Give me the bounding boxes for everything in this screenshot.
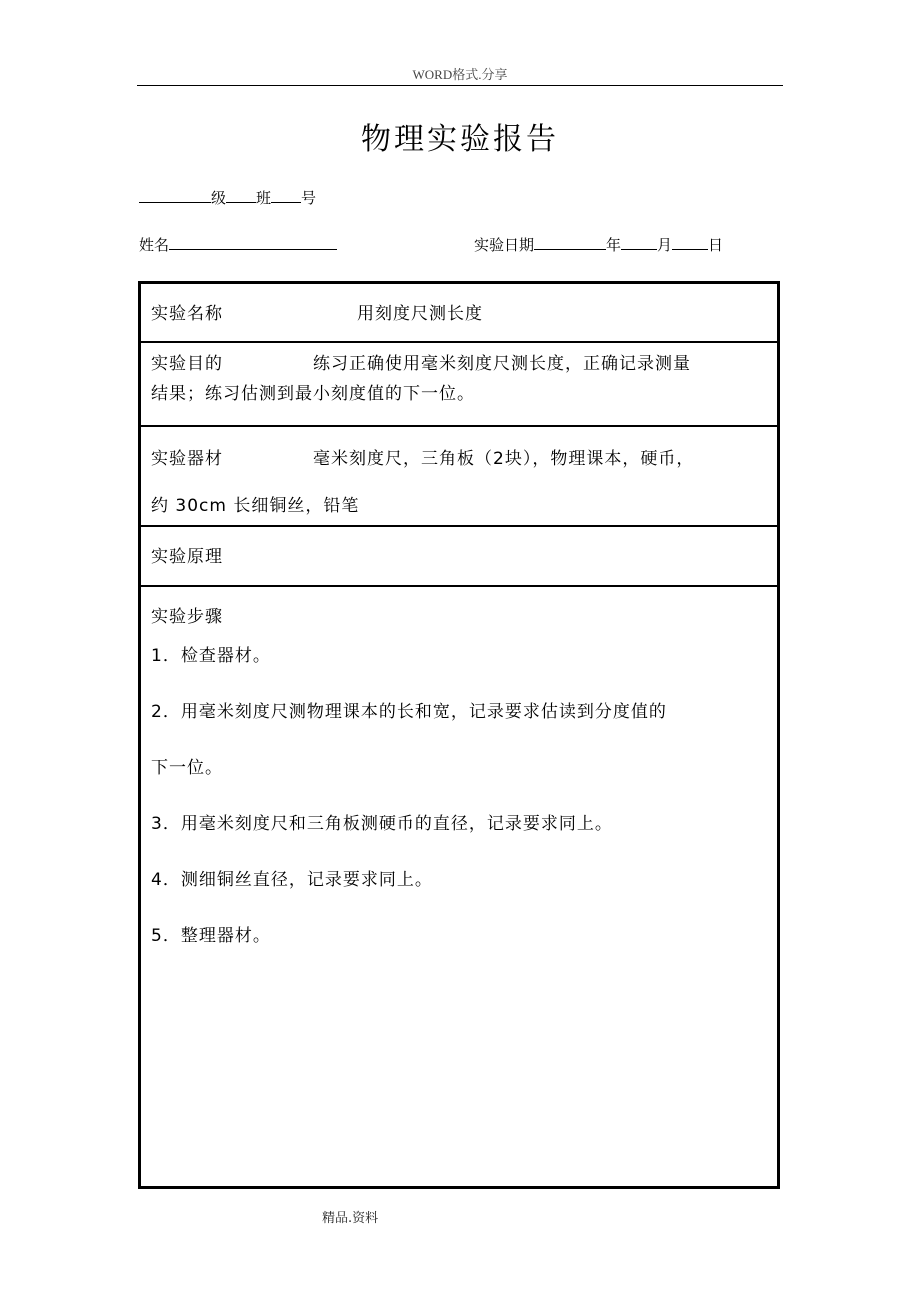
step-5: 5．整理器材。 bbox=[151, 926, 271, 946]
class-line bbox=[139, 187, 316, 208]
experiment-name-value: 用刻度尺测长度 bbox=[357, 304, 483, 324]
row-divider bbox=[141, 585, 777, 587]
report-table bbox=[138, 281, 780, 1189]
grade-blank[interactable] bbox=[139, 188, 211, 203]
equipment-line-2: 约 30cm 长细铜丝，铅笔 bbox=[151, 496, 360, 516]
row-divider bbox=[141, 341, 777, 343]
experiment-name-label: 实验名称 bbox=[151, 304, 223, 324]
equipment-line-1: 毫米刻度尺，三角板（2块），物理课本，硬币， bbox=[313, 449, 695, 469]
year-blank[interactable] bbox=[534, 235, 606, 250]
step-4: 4．测细铜丝直径，记录要求同上。 bbox=[151, 870, 433, 890]
date-label: 实验日期 bbox=[474, 236, 535, 254]
row-divider bbox=[141, 425, 777, 427]
purpose-line-1: 练习正确使用毫米刻度尺测长度，正确记录测量 bbox=[313, 354, 691, 374]
class-blank[interactable] bbox=[226, 188, 256, 203]
day-label: 日 bbox=[708, 236, 724, 254]
name-label: 姓名 bbox=[139, 236, 170, 254]
name-line bbox=[139, 234, 337, 255]
principle-label: 实验原理 bbox=[151, 547, 223, 567]
page-header: WORD格式.分享 bbox=[412, 67, 508, 82]
steps-label: 实验步骤 bbox=[151, 607, 223, 627]
equipment-label: 实验器材 bbox=[151, 449, 223, 469]
step-2-continued: 下一位。 bbox=[151, 758, 223, 778]
year-label: 年 bbox=[606, 236, 622, 254]
month-blank[interactable] bbox=[621, 235, 657, 250]
purpose-line-2: 结果；练习估测到最小刻度值的下一位。 bbox=[151, 384, 475, 404]
class-label: 班 bbox=[256, 189, 272, 207]
page-title: 物理实验报告 bbox=[361, 122, 559, 157]
date-line bbox=[474, 234, 723, 255]
name-blank[interactable] bbox=[169, 235, 337, 250]
month-label: 月 bbox=[657, 236, 673, 254]
row-divider bbox=[141, 525, 777, 527]
number-blank[interactable] bbox=[271, 188, 301, 203]
step-3: 3．用毫米刻度尺和三角板测硬币的直径，记录要求同上。 bbox=[151, 814, 613, 834]
grade-label: 级 bbox=[211, 189, 227, 207]
number-label: 号 bbox=[301, 189, 317, 207]
header-divider bbox=[137, 85, 783, 86]
purpose-label: 实验目的 bbox=[151, 354, 223, 374]
step-2: 2．用毫米刻度尺测物理课本的长和宽，记录要求估读到分度值的 bbox=[151, 702, 667, 722]
step-1: 1．检查器材。 bbox=[151, 646, 271, 666]
page-footer: 精品.资料 bbox=[322, 1211, 379, 1226]
day-blank[interactable] bbox=[672, 235, 708, 250]
